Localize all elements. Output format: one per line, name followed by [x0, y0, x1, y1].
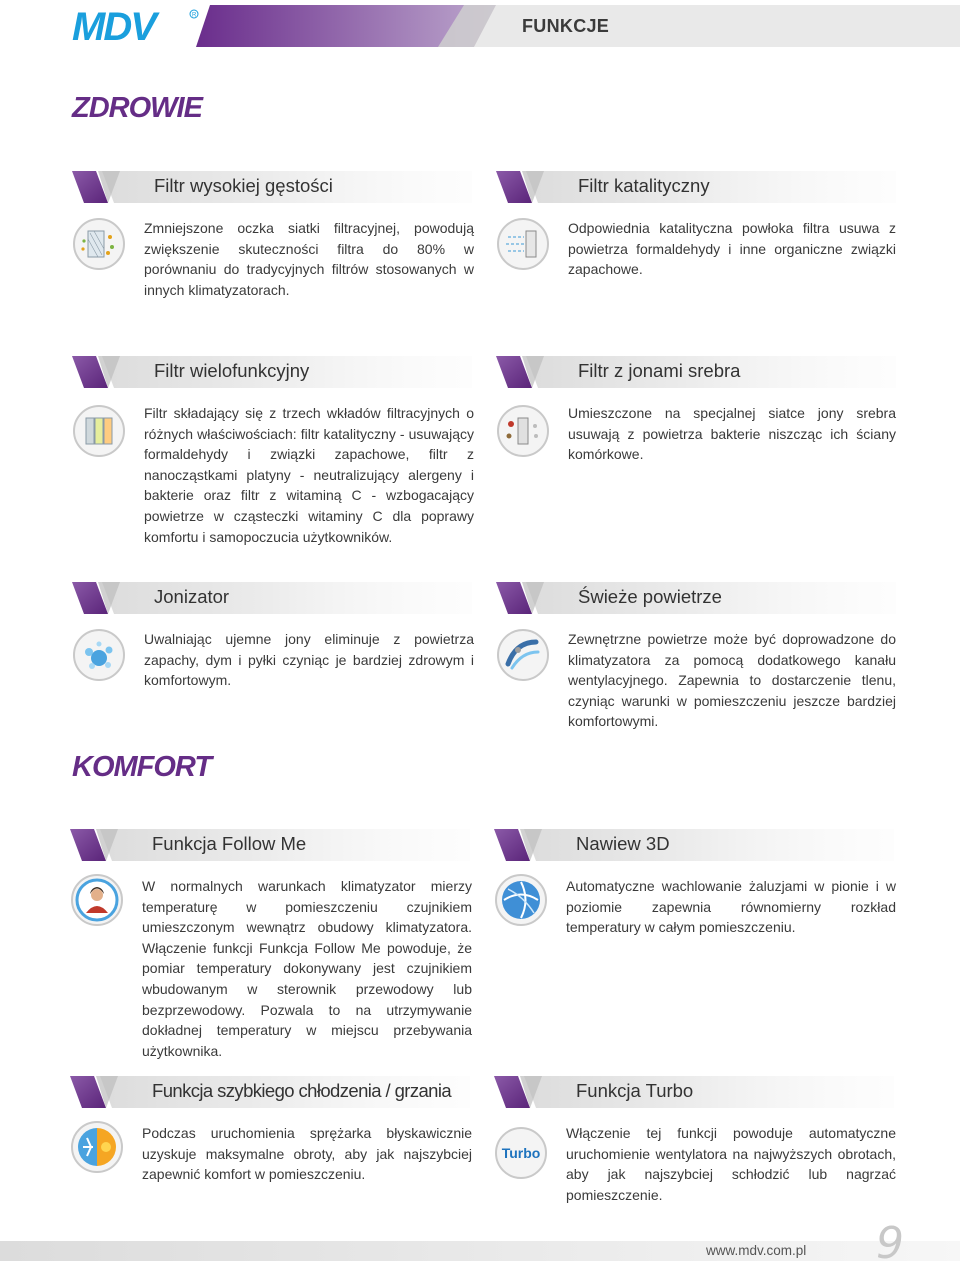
- fast-cool-heat-icon: [70, 1120, 124, 1174]
- feature-title: Świeże powietrze: [578, 586, 722, 607]
- feature-title: Filtr wysokiej gęstości: [154, 175, 333, 196]
- feature-description: Zmniejszone oczka siatki filtracyjnej, powodują zwiększenie skuteczności filtra do 80% w porównaniu do tradycyjnych filtrów stosowanych w innych klimatyzatorach.: [144, 220, 474, 298]
- feature-title: Funkcja Follow Me: [152, 833, 307, 854]
- feature-title-bar: [494, 1076, 894, 1108]
- feature-description: Włączenie tej funkcji powoduje automatyczne uruchomienie wentylatora na najwyższych obrotach, aby jak najszybciej schłodzić lub nagrzać pomieszczenie.: [566, 1125, 896, 1203]
- ionizer-icon: [72, 628, 126, 682]
- page-title: FUNKCJE: [522, 16, 610, 36]
- svg-text:R: R: [192, 12, 197, 19]
- turbo-icon: [494, 1126, 548, 1180]
- feature-title: Nawiew 3D: [576, 833, 670, 854]
- feature-fast-cool-heat: [70, 1076, 470, 1196]
- feature-description: W normalnych warunkach klimatyzator mierzy temperaturę w pomieszczeniu czujnikiem umieszczonym wewnątrz obudowy klimatyzatora. Włączenie funkcji Funkcja Follow Me powoduje, że pomiar temperatury dokonywany jest czujnikiem wbudowanym w sterownik przewodowy lub bezprzewodowy. Pozwala to na utrzymywanie dokładnej temperatury w miejscu przebywania użytkownika.: [142, 878, 472, 1059]
- feature-description: Odpowiednia katalityczna powłoka filtra usuwa z powietrza formaldehydy i inne organiczne związki zapachowe.: [568, 220, 896, 278]
- feature-silver-ion-filter: [496, 356, 896, 476]
- follow-me-icon: [70, 873, 124, 927]
- footer-url: www.mdv.com.pl: [706, 1243, 807, 1258]
- footer-bar: [0, 1241, 960, 1261]
- feature-description: Automatyczne wachlowanie żaluzjami w pionie i w poziomie zapewnia równomierny rozkład temperatury w całym pomieszczeniu.: [566, 878, 896, 936]
- feature-multifunction-filter: [72, 356, 472, 556]
- feature-ionizer: [72, 582, 472, 702]
- feature-description: Umieszczone na specjalnej siatce jony srebra usuwają z powietrza bakterie niszcząc ich ściany komórkowe.: [568, 405, 896, 463]
- section-title-comfort: KOMFORT: [72, 751, 212, 783]
- feature-airflow-3d: [494, 829, 894, 949]
- feature-catalytic-filter: [496, 171, 896, 291]
- catalytic-filter-icon: [496, 217, 550, 271]
- page-number: 9: [876, 1218, 904, 1261]
- fresh-air-icon: [496, 628, 550, 682]
- feature-title: Funkcja Turbo: [576, 1080, 694, 1101]
- feature-title-bar: [494, 829, 894, 861]
- multifunction-filter-icon: [72, 404, 126, 458]
- feature-follow-me: [70, 829, 472, 1059]
- feature-title: Filtr wielofunkcyjny: [154, 360, 310, 381]
- feature-title-bar: [72, 582, 472, 614]
- feature-title: Filtr katalityczny: [578, 175, 710, 196]
- feature-dense-filter: [72, 171, 472, 311]
- feature-title: Filtr z jonami srebra: [578, 360, 741, 381]
- dense-filter-icon: [72, 217, 126, 271]
- feature-description: Uwalniając ujemne jony eliminuje z powietrza zapachy, dym i pyłki czyniąc je bardziej zdrowym i komfortowym.: [144, 631, 474, 689]
- feature-turbo: [494, 1076, 896, 1203]
- silver-ion-filter-icon: [496, 404, 550, 458]
- feature-description: Filtr składający się z trzech wkładów filtracyjnych o różnych właściwościach: filtr katalityczny - usuwający formaldehydy i związki zapachowe, filtr z nanocząstkami platyny - neutralizujący alergeny i bakterie oraz filtr z witaminą C - wzbogacający powietrze w cząsteczki witaminy C dla poprawy komfortu i samopoczucia użytkowników.: [144, 405, 474, 545]
- feature-title: Jonizator: [154, 586, 230, 607]
- mdv-logo: [72, 6, 202, 46]
- feature-description: Zewnętrzne powietrze może być doprowadzone do klimatyzatora za pomocą dodatkowego kanału wentylacyjnego. Zapewnia to dostarczenie tlenu, czyniąc warunki w pomieszczeniu jeszcze bardziej komfortowymi.: [568, 631, 896, 730]
- airflow-3d-icon: [494, 873, 548, 927]
- logo-text: MDV: [72, 6, 155, 46]
- feature-title: Funkcja szybkiego chłodzenia / grzania: [152, 1080, 452, 1101]
- feature-description: Podczas uruchomienia sprężarka błyskawicznie uzyskuje maksymalne obroty, aby jak najszybciej zapewnić komfort w pomieszczeniu.: [142, 1125, 472, 1183]
- section-title-health: ZDROWIE: [72, 92, 202, 124]
- feature-fresh-air: [496, 582, 896, 742]
- page-header: [0, 0, 960, 50]
- turbo-icon-label: Turbo: [501, 1145, 541, 1161]
